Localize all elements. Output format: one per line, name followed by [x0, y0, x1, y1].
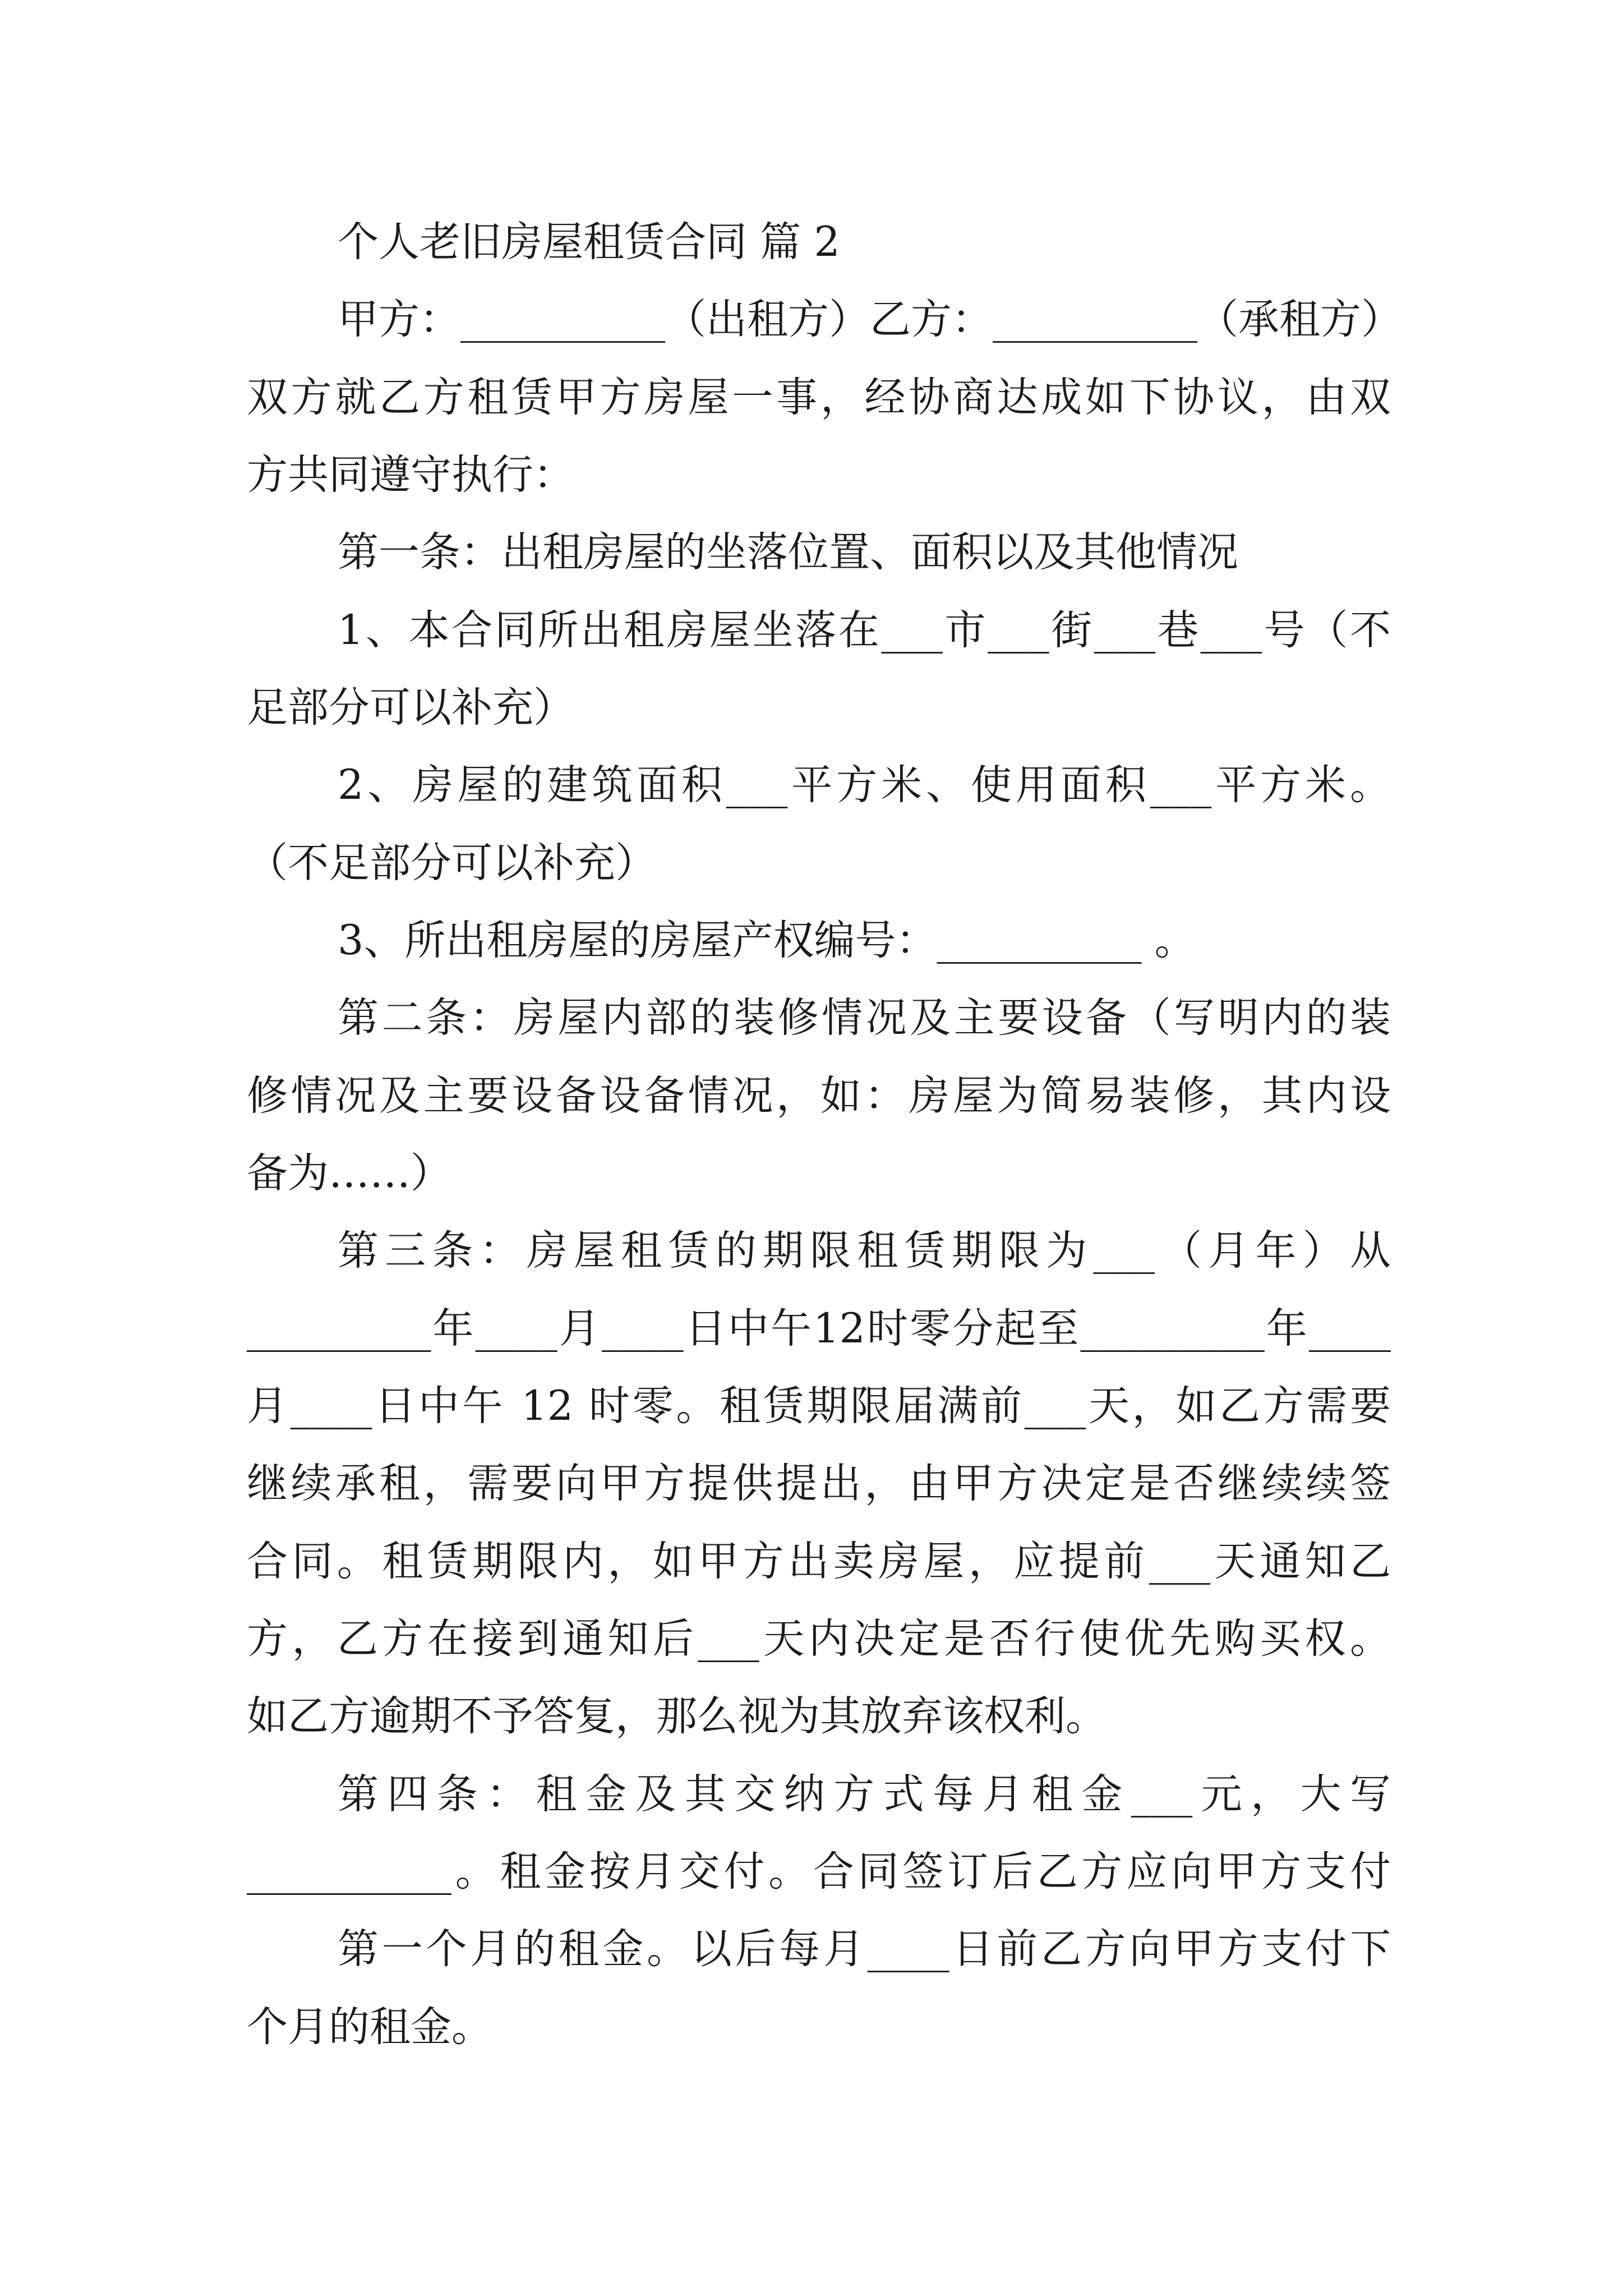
article-3-line-3: 月____日中午 12 时零。租赁期限届满前___天，如乙方需要 [247, 1382, 1391, 1430]
article-1-heading: 第一条：出租房屋的坐落位置、面积以及其他情况 [338, 528, 1238, 576]
article-3-line-4: 继续承租，需要向甲方提供提出，由甲方决定是否继续续签 [247, 1460, 1391, 1507]
article-4-line-4: 个月的租金。 [247, 2003, 492, 2051]
article-4-line-2: __________。租金按月交付。合同签订后乙方应向甲方支付 [247, 1848, 1391, 1895]
article-1-item-3: 3、所出租房屋的房屋产权编号：__________ 。 [338, 917, 1196, 964]
document-title: 个人老旧房屋租赁合同 篇 2 [338, 218, 840, 266]
article-2-line-3: 备为……） [247, 1149, 451, 1197]
parties-line: 甲方：__________（出租方）乙方：__________（承租方） [338, 296, 1402, 343]
article-2-line-2: 修情况及主要设备设备情况，如：房屋为简易装修，其内设 [247, 1072, 1391, 1120]
article-3-line-7: 如乙方逾期不予答复，那么视为其放弃该权利。 [247, 1692, 1106, 1740]
article-4-line-3: 第一个月的租金。以后每月____日前乙方向甲方支付下 [338, 1925, 1391, 1973]
article-3-line-2: _________年____月____日中午12时零分起至_________年____ [247, 1305, 1391, 1352]
article-1-item-1-line-2: 足部分可以补充） [247, 684, 574, 731]
preamble-line-2: 方共同遵守执行： [247, 451, 574, 499]
article-3-line-6: 方，乙方在接到通知后___天内决定是否行使优先购买权。 [247, 1615, 1391, 1663]
article-3-line-1: 第三条：房屋租赁的期限租赁期限为___（月年）从 [338, 1227, 1391, 1274]
preamble-line-1: 双方就乙方租赁甲方房屋一事，经协商达成如下协议，由双 [247, 374, 1391, 421]
article-2-line-1: 第二条：房屋内部的装修情况及主要设备（写明内的装 [338, 994, 1391, 1042]
article-1-item-2-line-2: （不足部分可以补充） [247, 839, 656, 887]
article-1-item-2-line-1: 2、房屋的建筑面积___平方米、使用面积___平方米。 [338, 761, 1391, 809]
article-4-line-1: 第四条：租金及其交纳方式每月租金___元，大写 [338, 1770, 1391, 1818]
article-3-line-5: 合同。租赁期限内，如甲方出卖房屋，应提前___天通知乙 [247, 1538, 1391, 1585]
article-1-item-1-line-1: 1、本合同所出租房屋坐落在___市___街___巷___号（不 [338, 606, 1391, 654]
